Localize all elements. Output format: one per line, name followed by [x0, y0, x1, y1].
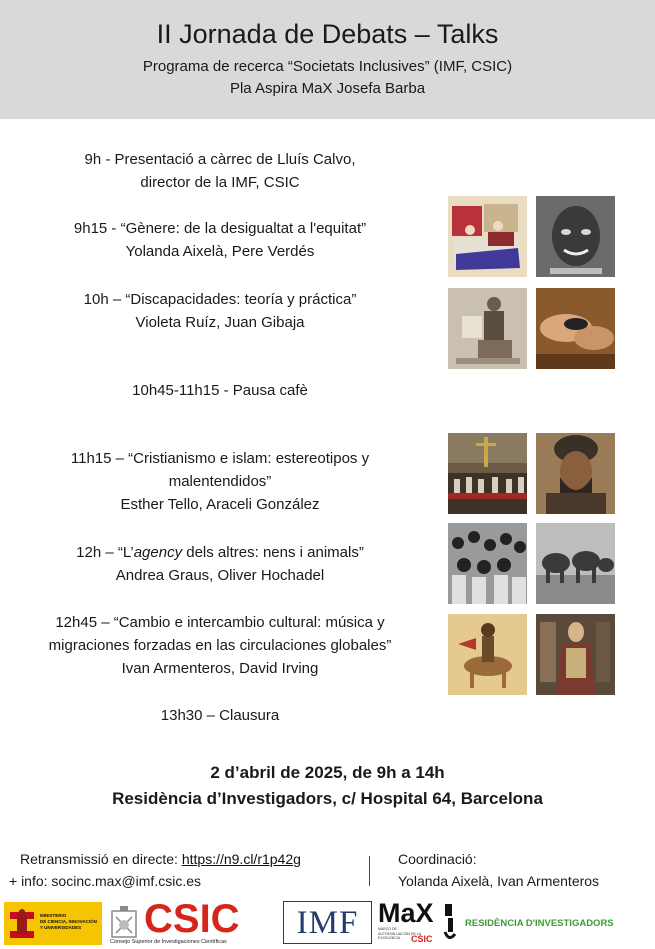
footer-divider: [369, 856, 370, 886]
event-subtitle-2: Pla Aspira MaX Josefa Barba: [229, 80, 426, 97]
ministry-logo: MINISTERIO DE CIENCIA, INNOVACIÓN Y UNIVERSIDADES: [4, 902, 102, 945]
program-item-5: 12h – “L’agency dels altres: nens i animals” Andrea Graus, Oliver Hochadel: [76, 544, 364, 584]
program-item-3: 10h – “Discapacidades: teoría y práctica” Violeta Ruíz, Juan Gibaja: [83, 291, 357, 331]
event-date: 2 d’abril de 2025, de 9h a 14h: [210, 763, 445, 782]
residencia-logo-text: RESIDÈNCIA D'INVESTIGADORS: [465, 918, 614, 929]
image-crusader-army: [448, 433, 527, 514]
image-portrait-woman: [536, 196, 615, 277]
image-turbaned-man: [536, 433, 615, 514]
program-item-4: 11h15 – “Cristianismo e islam: estereotipos y malentendidos” Esther Tello, Araceli González: [70, 450, 370, 513]
coordination-label: Coordinació:: [398, 851, 477, 867]
image-colonial-saint: [536, 614, 615, 695]
image-seated-man: [448, 288, 527, 369]
image-medieval-rider: [448, 614, 527, 695]
spain-coat-of-arms-icon: [7, 908, 37, 940]
event-venue: Residència d’Investigadors, c/ Hospital 64, Barcelona: [112, 789, 543, 808]
image-women-in-beds: [448, 196, 527, 277]
residencia-emblem-icon: [440, 902, 460, 942]
csic-wordmark: CSIC: [144, 897, 240, 941]
coordination-names: Yolanda Aixelà, Ivan Armenteros: [398, 873, 600, 889]
info-email[interactable]: socinc.max@imf.csic.es: [51, 873, 201, 889]
program-item-break: 10h45-11h15 - Pausa cafè: [132, 382, 308, 399]
csic-logo: [110, 897, 280, 946]
program-item-1: 9h - Presentació a càrrec de Lluís Calvo, director de la IMF, CSIC: [84, 151, 356, 191]
image-elephants-street: [536, 523, 615, 604]
info-line: + info: socinc.max@imf.csic.es: [9, 873, 201, 889]
csic-full-name: Consejo Superior de Investigaciones Científicas: [110, 939, 227, 945]
csic-emblem-icon: [110, 905, 138, 939]
stream-link[interactable]: https://n9.cl/r1p42g: [181, 851, 301, 867]
image-hands-stone-tool: [536, 288, 615, 369]
program-item-2: 9h15 - “Gènere: de la desigualtat a l'equitat” Yolanda Aixelà, Pere Verdés: [73, 220, 367, 260]
program-item-6: 12h45 – “Cambio e intercambio cultural: música y migraciones forzadas en las circulaciones globales” Ivan Armenteros, David Irving: [48, 614, 392, 677]
event-title: II Jornada de Debats – Talks: [156, 19, 499, 49]
header-banner: [0, 0, 655, 119]
image-crowd-children: [448, 523, 527, 604]
stream-line: Retransmissió en directe: https://n9.cl/r1p42g: [20, 851, 301, 867]
imf-logo: IMF: [283, 901, 372, 944]
max-csic-logo: MaX MARCO DE AUTOEVALUACIÓN DE LA EXCELENCIA CSIC: [378, 898, 434, 944]
event-subtitle: Programa de recerca “Societats Inclusives” (IMF, CSIC): [142, 58, 513, 75]
program-item-closing: 13h30 – Clausura: [160, 707, 280, 724]
